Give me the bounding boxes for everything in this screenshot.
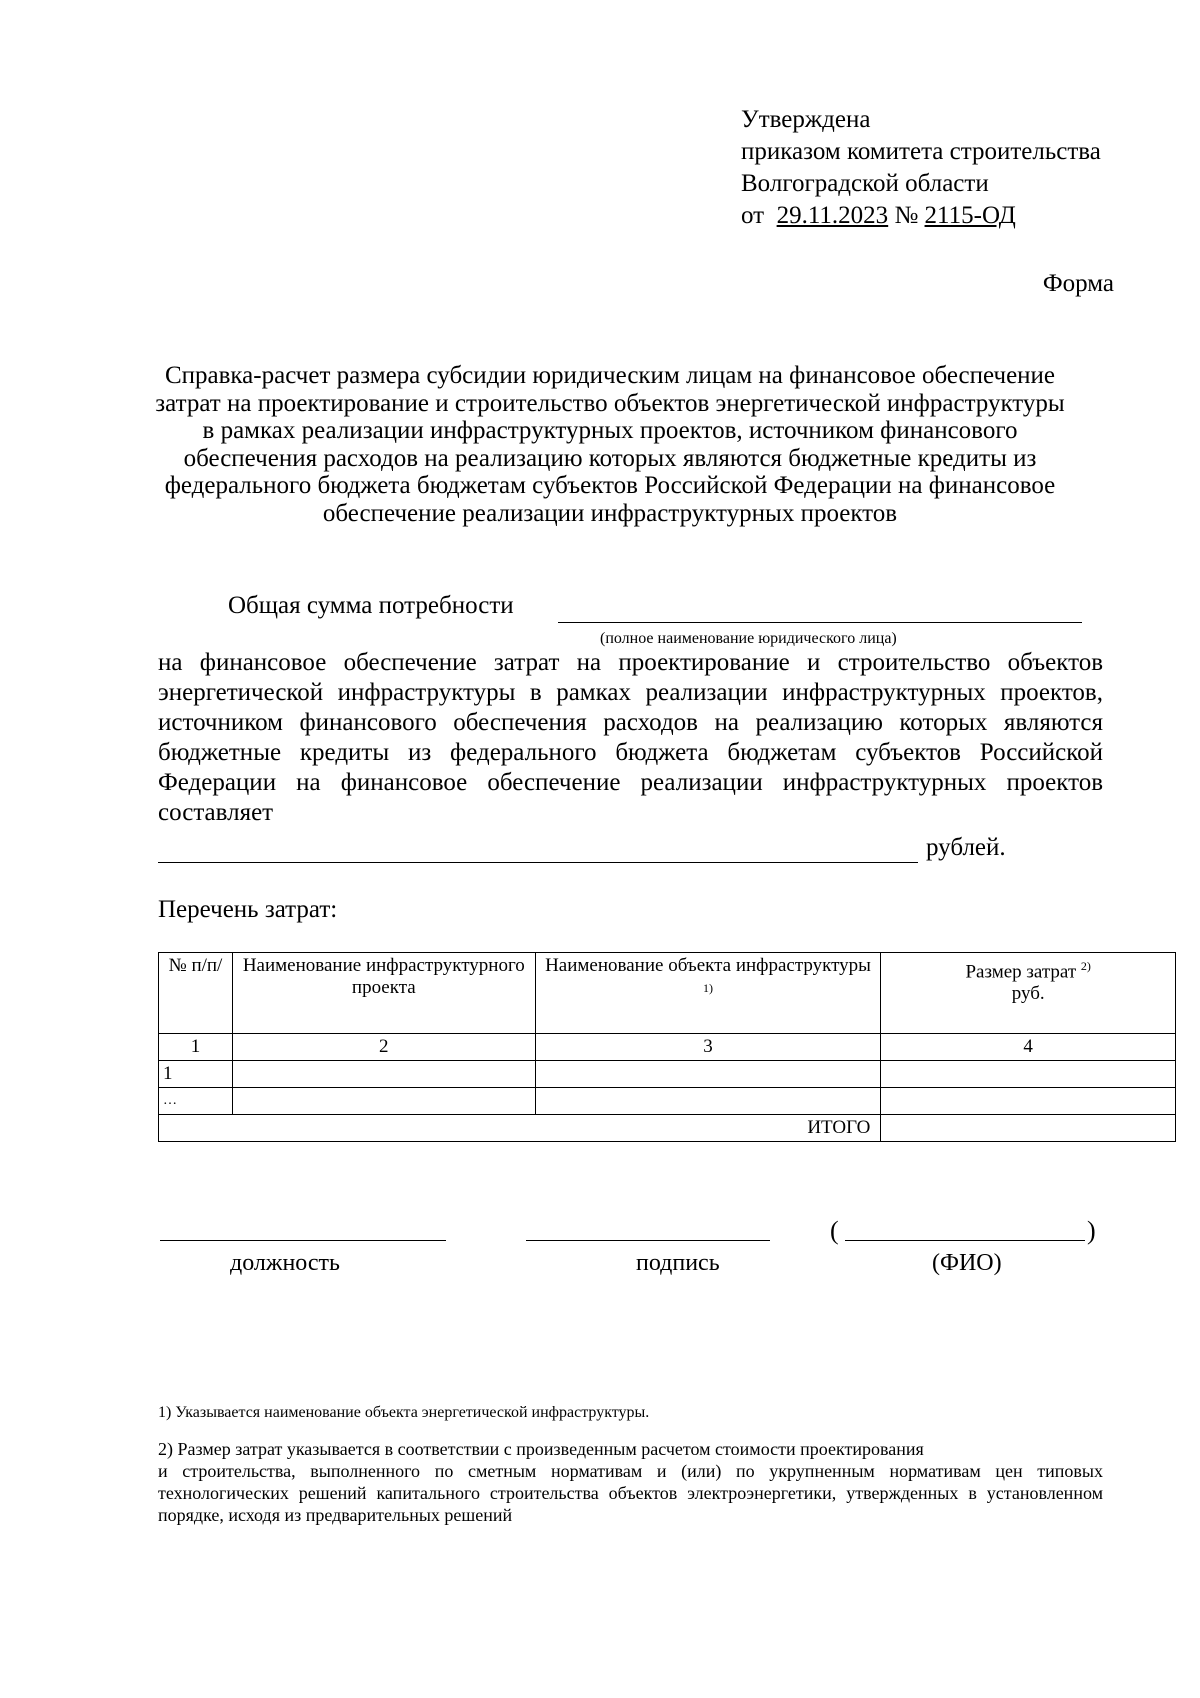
costs-table xyxy=(158,952,1176,1142)
table-row xyxy=(159,1061,1176,1088)
approval-date-line xyxy=(741,200,1101,232)
list-title: Перечень затрат: xyxy=(158,896,338,923)
legal-entity-name-field[interactable] xyxy=(558,596,1082,623)
approval-line-1: Утверждена xyxy=(741,106,871,133)
name-label: (ФИО) xyxy=(932,1250,1002,1276)
table-row xyxy=(159,1088,1176,1115)
footnote-2-part-1: 2) Размер затрат указывается в соответствии с произведенным расчетом стоимости проектирования xyxy=(158,1439,924,1459)
footnote-2 xyxy=(158,1438,1103,1526)
header-cost-note: 2) xyxy=(1080,959,1091,973)
header-cost-unit: руб. xyxy=(1011,983,1045,1005)
footnote-1: 1) Указывается наименование объекта энергетической инфраструктуры. xyxy=(158,1404,650,1421)
header-object-text: Наименование объекта инфраструктуры xyxy=(545,955,871,976)
approval-number: 2115-ОД xyxy=(924,202,1016,229)
table-header-row xyxy=(159,953,1176,1034)
legal-entity-caption: (полное наименование юридического лица) xyxy=(600,630,897,647)
row-project-cell[interactable] xyxy=(232,1061,535,1088)
signature-field[interactable] xyxy=(526,1240,770,1241)
col-number-4: 4 xyxy=(881,1034,1176,1061)
position-label: должность xyxy=(230,1250,340,1276)
body-paragraph: на финансовое обеспечение затрат на проектирование и строительство объектов энергетической инфраструктуры в рамках реализации инфраструктурных проектов, источником финансового обеспечения расходов на реализацию которых являются бюджетные кредиты из федерального бюджета бюджетам субъектов Российской Федерации на финансовое обеспечение реализации инфраструктурных проектов составляет xyxy=(158,649,1103,826)
total-value-cell[interactable] xyxy=(881,1115,1176,1142)
total-label: ИТОГО xyxy=(159,1115,881,1142)
name-close-paren: ) xyxy=(1087,1216,1096,1245)
need-line xyxy=(228,592,514,620)
col-number-3: 3 xyxy=(535,1034,881,1061)
approval-block xyxy=(741,104,1101,232)
position-field[interactable] xyxy=(160,1240,446,1241)
header-num: № п/п/ xyxy=(159,953,233,1034)
row-cost-cell[interactable] xyxy=(881,1088,1176,1115)
document-title: Справка-расчет размера субсидии юридическим лицам на финансовое обеспечение затрат на проектирование и строительство объектов энергетической инфраструктуры в рамках реализации инфраструктурных проектов, источником финансового обеспечения расходов на реализацию которых являются бюджетные кредиты из федерального бюджета бюджетам субъектов Российской Федерации на финансовое обеспечение реализации инфраструктурных проектов xyxy=(155,362,1065,527)
form-label: Форма xyxy=(1042,270,1114,297)
row-num: … xyxy=(159,1088,233,1115)
approval-line-2: приказом комитета строительства xyxy=(741,138,1101,165)
row-num: 1 xyxy=(159,1061,233,1088)
header-object xyxy=(535,953,881,1034)
approval-date: 29.11.2023 xyxy=(776,202,889,229)
need-label: Общая сумма потребности xyxy=(228,592,514,619)
header-project: Наименование инфраструктурного проекта xyxy=(232,953,535,1034)
header-cost-text: Размер затрат xyxy=(965,961,1077,983)
amount-suffix: рублей. xyxy=(926,834,1006,861)
col-number-1: 1 xyxy=(159,1034,233,1061)
row-object-cell[interactable] xyxy=(535,1088,881,1115)
name-open-paren: ( xyxy=(830,1216,839,1245)
signature-label: подпись xyxy=(636,1250,720,1276)
name-field[interactable] xyxy=(845,1240,1085,1241)
column-number-row xyxy=(159,1034,1176,1061)
amount-field[interactable] xyxy=(158,836,918,863)
col-number-2: 2 xyxy=(232,1034,535,1061)
header-cost xyxy=(881,953,1176,1034)
approval-prefix: от xyxy=(741,202,765,229)
footnote-2-part-2: и строительства, выполненного по сметным нормативам и (или) по укрупненным нормативам цен типовых технологических решений капитального строительства объектов электроэнергетики, утвержденных в установленном порядке, исходя из предварительных решений xyxy=(158,1461,1103,1525)
approval-number-sign: № xyxy=(894,202,919,229)
row-object-cell[interactable] xyxy=(535,1061,881,1088)
approval-line-3: Волгоградской области xyxy=(741,170,989,197)
total-row xyxy=(159,1115,1176,1142)
row-project-cell[interactable] xyxy=(232,1088,535,1115)
header-object-note: 1) xyxy=(703,981,714,995)
row-cost-cell[interactable] xyxy=(881,1061,1176,1088)
